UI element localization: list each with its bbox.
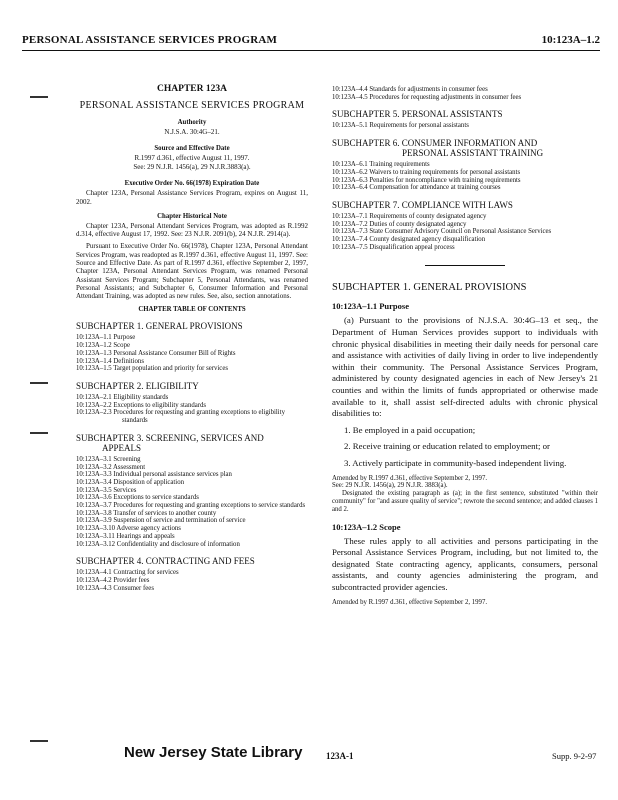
toc-entry: 10:123A–7.2 Duties of county designated agency: [332, 220, 467, 228]
toc-entry: 10:123A–3.8 Transfer of services to another county: [76, 509, 217, 517]
toc-entry: 10:123A–1.3 Personal Assistance Consumer Bill of Rights: [76, 349, 236, 357]
toc-entry: 10:123A–2.2 Exceptions to eligibility standards: [76, 401, 207, 409]
historical-note-paragraph: Chapter 123A, Personal Attendant Services Program, was adopted as R.1992 d.314, effective August 17, 1992. See: 23 N.J.R. 2091(b), 24 N.J.R. 2914(a).: [76, 221, 308, 239]
margin-mark: [30, 96, 48, 98]
toc-entry: 10:123A–3.2 Assessment: [76, 463, 146, 471]
toc-entry: 10:123A–7.5 Disqualification appeal process: [332, 243, 455, 251]
chapter-number: CHAPTER 123A: [157, 84, 227, 94]
running-header: [22, 34, 600, 51]
header-section-number: 10:123A–1.2: [541, 34, 600, 46]
toc-entry: 10:123A–3.3 Individual personal assistance services plan: [76, 471, 232, 479]
toc-subchapter-heading: SUBCHAPTER 7. COMPLIANCE WITH LAWS: [332, 199, 513, 210]
list-item: 1. Be employed in a paid occupation;: [344, 424, 476, 435]
toc-subchapter-heading-line: SUBCHAPTER 3. SCREENING, SERVICES AND: [76, 432, 264, 443]
right-column: [332, 86, 598, 606]
section-divider: [425, 265, 505, 266]
toc-subchapter-heading-line: SUBCHAPTER 6. CONSUMER INFORMATION AND: [332, 138, 538, 149]
toc-subchapter-heading: SUBCHAPTER 1. GENERAL PROVISIONS: [76, 321, 243, 332]
toc-heading: CHAPTER TABLE OF CONTENTS: [138, 306, 246, 314]
toc-entry: 10:123A–4.2 Provider fees: [76, 576, 150, 584]
amendment-note: Amended by R.1997 d.361, effective September 2, 1997.: [332, 598, 488, 606]
authority-text: N.J.S.A. 30:4G–21.: [164, 128, 220, 136]
margin-mark: [30, 432, 48, 434]
executive-order-heading: Executive Order No. 66(1978) Expiration Date: [124, 180, 260, 188]
toc-entry: 10:123A–6.3 Penalties for noncompliance with training requirements: [332, 176, 521, 184]
toc-subchapter-heading: SUBCHAPTER 4. CONTRACTING AND FEES: [76, 556, 255, 567]
toc-entry: 10:123A–2.3 Procedures for requesting and granting exceptions to eligibility standards: [76, 409, 285, 425]
toc-subchapter-heading: SUBCHAPTER 2. ELIGIBILITY: [76, 381, 199, 391]
library-stamp: New Jersey State Library: [124, 744, 303, 761]
toc-entry: 10:123A–3.12 Confidentiality and disclosure of information: [76, 540, 240, 548]
toc-entry: 10:123A–1.2 Scope: [76, 342, 130, 350]
toc-entry: 10:123A–4.3 Consumer fees: [76, 584, 154, 592]
toc-entry: 10:123A–3.9 Suspension of service and termination of service: [76, 517, 246, 525]
toc-entry: 10:123A–3.10 Adverse agency actions: [76, 525, 181, 533]
historical-note-heading: Chapter Historical Note: [157, 212, 227, 220]
margin-mark: [30, 740, 48, 742]
toc-entry: 10:123A–3.11 Hearings and appeals: [76, 532, 175, 540]
source-heading: Source and Effective Date: [154, 145, 230, 153]
toc-entry: 10:123A–3.7 Procedures for requesting and granting exceptions to service standards: [76, 502, 306, 510]
toc-subchapter-heading-line: PERSONAL ASSISTANT TRAINING: [402, 148, 544, 159]
toc-entry: 10:123A–7.1 Requirements of county designated agency: [332, 212, 487, 220]
toc-entry: 10:123A–6.2 Waivers to training requirements for personal assistants: [332, 168, 521, 176]
toc-entry: 10:123A–1.5 Target population and priority for services: [76, 365, 228, 373]
toc-entry: 10:123A–4.4 Standards for adjustments in consumer fees: [332, 86, 488, 93]
list-item: 3. Actively participate in community-based independent living.: [344, 457, 567, 468]
amendment-note: See: 29 N.J.R. 1456(a), 29 N.J.R. 3883(a).: [332, 482, 448, 490]
chapter-title: PERSONAL ASSISTANCE SERVICES PROGRAM: [79, 100, 305, 111]
toc-entry: 10:123A–6.1 Training requirements: [332, 161, 430, 169]
toc-entry: 10:123A–4.5 Procedures for requesting adjustments in consumer fees: [332, 93, 522, 101]
executive-order-text: Chapter 123A, Personal Assistance Services Program, expires on August 11, 2002.: [76, 189, 308, 206]
toc-subchapter-heading: SUBCHAPTER 5. PERSONAL ASSISTANTS: [332, 109, 503, 120]
subchapter-title: SUBCHAPTER 1. GENERAL PROVISIONS: [332, 282, 527, 294]
toc-subchapter-heading: [76, 433, 308, 453]
toc-entry: 10:123A–7.3 State Consumer Advisory Council on Personal Assistance Services: [332, 228, 552, 236]
supplement-date: Supp. 9-2-97: [552, 751, 597, 761]
toc-entry: 10:123A–4.1 Contracting for services: [76, 569, 179, 577]
section-heading: 10:123A–1.1 Purpose: [332, 301, 409, 312]
page-number: 123A-1: [326, 751, 354, 761]
toc-entry: 10:123A–3.6 Exceptions to service standards: [76, 494, 199, 502]
toc-entry: 10:123A–1.1 Purpose: [76, 334, 136, 342]
amendment-note: Amended by R.1997 d.361, effective September 2, 1997.: [332, 474, 488, 482]
toc-entry: 10:123A–5.1 Requirements for personal assistants: [332, 122, 469, 130]
authority-heading: Authority: [177, 119, 207, 126]
toc-subchapter-heading-line: APPEALS: [102, 442, 142, 453]
source-line: See: 29 N.J.R. 1456(a), 29 N.J.R.3883(a).: [133, 162, 251, 171]
section-heading: 10:123A–1.2 Scope: [332, 521, 401, 532]
body-paragraph: These rules apply to all activities and persons participating in the Personal Assistance Services Program, including, but not limited to, the designated State contracting agency, applicants, consumers, personal assistants, and county agencies administering the program, and subcontracted provider agencies.: [332, 535, 598, 592]
header-title: PERSONAL ASSISTANCE SERVICES PROGRAM: [22, 34, 278, 46]
toc-entry: 10:123A–3.4 Disposition of application: [76, 478, 184, 486]
left-column: [76, 58, 308, 592]
amendment-note: Designated the existing paragraph as (a); in the first sentence, substituted "within their community" for "and assure quality of service"; rewrote the second sentence; and added clauses 1 and 2.: [332, 490, 598, 513]
toc-entry: 10:123A–2.1 Eligibility standards: [76, 394, 169, 401]
historical-note-paragraph: Pursuant to Executive Order No. 66(1978), Chapter 123A, Personal Attendant Services Program, was readopted as R.1997 d.361, effective August 11, 1997. See: Source and Effective Date. As part of R.1997 d.361, effective September 2, 1997, Chapter 123A, Personal Attendant Services Program, was renamed Personal Assistant Services Program; Subchapter 5, Personal Attendants, was renamed Personal Assistants; and Subchapter 6, Consumer Information and Personal Attendant Training, was adopted as new rules. See, also, section annotations.: [76, 242, 308, 301]
toc-entry: 10:123A–1.4 Definitions: [76, 357, 144, 365]
toc-entry: 10:123A–6.4 Compensation for attendance at training courses: [332, 184, 501, 192]
toc-entry: 10:123A–3.5 Services: [76, 486, 137, 494]
toc-subchapter-heading: [332, 138, 598, 158]
source-line: R.1997 d.361, effective August 11, 1997.: [134, 154, 250, 163]
toc-entry: 10:123A–7.4 County designated agency disqualification: [332, 236, 486, 244]
toc-entry: 10:123A–3.1 Screening: [76, 455, 141, 463]
body-paragraph: (a) Pursuant to the provisions of N.J.S.A. 30:4G–13 et seq., the Department of Human Services provides support to individuals with chronic physical disabilities in meeting their daily needs for personal care and assistance with activities of daily living in order to live independently within their community. The Personal Assistance Services Program, administered by county designated agencies in each of New Jersey's 21 counties and within the limits of funds appropriated or otherwise made available to it, shall assist self-directed adults with chronic physical disabilities to:: [332, 315, 598, 419]
list-item: 2. Receive training or education related to employment; or: [344, 441, 550, 452]
margin-mark: [30, 382, 48, 384]
